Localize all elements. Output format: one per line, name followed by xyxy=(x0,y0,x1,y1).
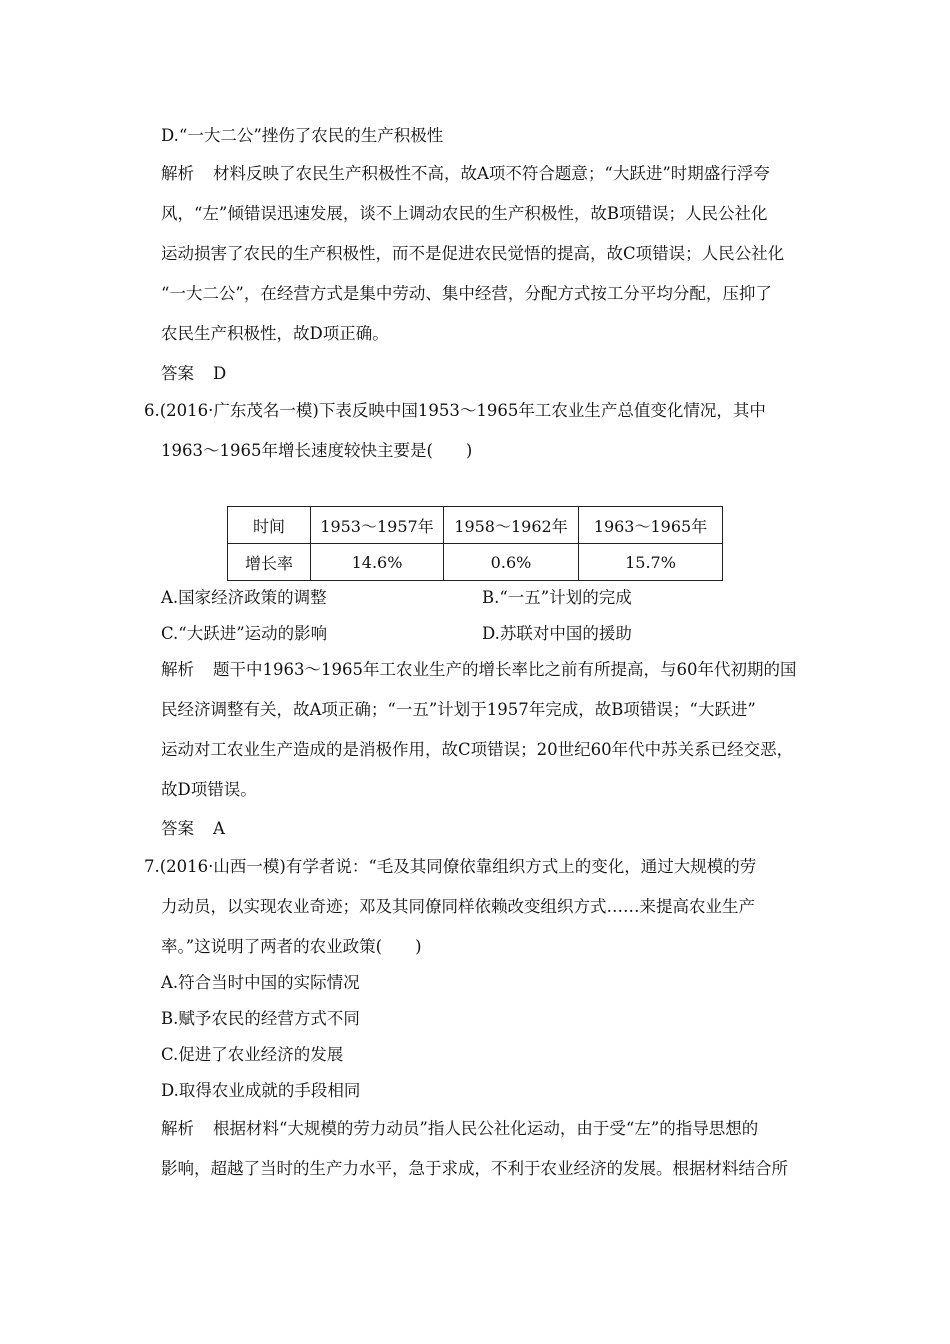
q5-analysis-line-2: 风，“左”倾错误迅速发展，谈不上调动农民的生产积极性，故B项错误；人民公社化 xyxy=(161,204,768,223)
table-row xyxy=(228,544,723,581)
q6-analysis-label: 解析 xyxy=(161,660,194,679)
q6-answer-label: 答案 xyxy=(161,819,194,838)
table-cell: 1953～1957年 xyxy=(311,507,444,544)
q5-answer-value: D xyxy=(213,364,227,383)
q7-analysis-line-1: 解析 根据材料“大规模的劳力动员”指人民公社化运动，由于受“左”的指导思想的 xyxy=(161,1117,758,1141)
table-header-row xyxy=(228,507,723,544)
table-cell: 15.7% xyxy=(579,544,723,581)
q6-answer xyxy=(161,817,225,841)
q7-option-c: C.促进了农业经济的发展 xyxy=(161,1045,344,1064)
table-cell: 1963～1965年 xyxy=(579,507,723,544)
q7-analysis-line-2: 影响，超越了当时的生产力水平，急于求成，不利于农业经济的发展。根据材料结合所 xyxy=(161,1159,788,1178)
q5-option-d: D.“一大二公”挫伤了农民的生产积极性 xyxy=(161,126,444,145)
q6-analysis-line-3: 运动对工农业生产造成的是消极作用，故C项错误；20世纪60年代中苏关系已经交恶， xyxy=(161,740,794,759)
q7-stem-line-3: 率。”这说明了两者的农业政策( ) xyxy=(161,937,422,956)
q5-answer-label: 答案 xyxy=(161,364,194,383)
table-cell: 0.6% xyxy=(444,544,579,581)
q5-analysis-label: 解析 xyxy=(161,164,194,183)
table-cell: 14.6% xyxy=(311,544,444,581)
table-cell: 增长率 xyxy=(228,544,311,581)
q7-analysis-label: 解析 xyxy=(161,1119,194,1138)
q7-stem-line-2: 力动员，以实现农业奇迹；邓及其同僚同样依赖改变组织方式……来提高农业生产 xyxy=(161,897,755,916)
q7-stem-line-1: 7.(2016·山西一模)有学者说：“毛及其同僚依靠组织方式上的变化，通过大规模的劳 xyxy=(144,857,757,876)
q6-option-d: D.苏联对中国的援助 xyxy=(482,624,632,643)
q6-option-c: C.“大跃进”运动的影响 xyxy=(161,624,328,643)
q5-answer xyxy=(161,362,226,386)
q5-analysis-line-4: “一大二公”，在经营方式是集中劳动、集中经营，分配方式按工分平均分配，压抑了 xyxy=(161,284,772,303)
q6-data-table xyxy=(227,506,723,581)
q5-analysis-line-1: 解析 材料反映了农民生产积极性不高，故A项不符合题意；“大跃进”时期盛行浮夸 xyxy=(161,162,770,186)
q6-stem-line-2: 1963～1965年增长速度较快主要是( ) xyxy=(161,441,473,460)
q5-analysis-line-3: 运动损害了农民的生产积极性，而不是促进农民觉悟的提高，故C项错误；人民公社化 xyxy=(161,244,785,263)
q5-analysis-line-5: 农民生产积极性，故D项正确。 xyxy=(161,324,389,343)
q7-option-b: B.赋予农民的经营方式不同 xyxy=(161,1009,360,1028)
q6-option-a: A.国家经济政策的调整 xyxy=(161,588,327,607)
q6-analysis-line-1: 解析 题干中1963～1965年工农业生产的增长率比之前有所提高，与60年代初期的国 xyxy=(161,658,796,682)
q6-stem-line-1: 6.(2016·广东茂名一模)下表反映中国1953～1965年工农业生产总值变化情况，其中 xyxy=(144,401,766,420)
q7-option-a: A.符合当时中国的实际情况 xyxy=(161,973,360,992)
q6-answer-value: A xyxy=(213,819,225,838)
table-cell: 1958～1962年 xyxy=(444,507,579,544)
q6-option-b: B.“一五”计划的完成 xyxy=(482,588,632,607)
q6-analysis-line-4: 故D项错误。 xyxy=(161,780,257,799)
q6-analysis-line-2: 民经济调整有关，故A项正确；“一五”计划于1957年完成，故B项错误；“大跃进” xyxy=(161,700,756,719)
table-cell: 时间 xyxy=(228,507,311,544)
q7-option-d: D.取得农业成就的手段相同 xyxy=(161,1081,361,1100)
